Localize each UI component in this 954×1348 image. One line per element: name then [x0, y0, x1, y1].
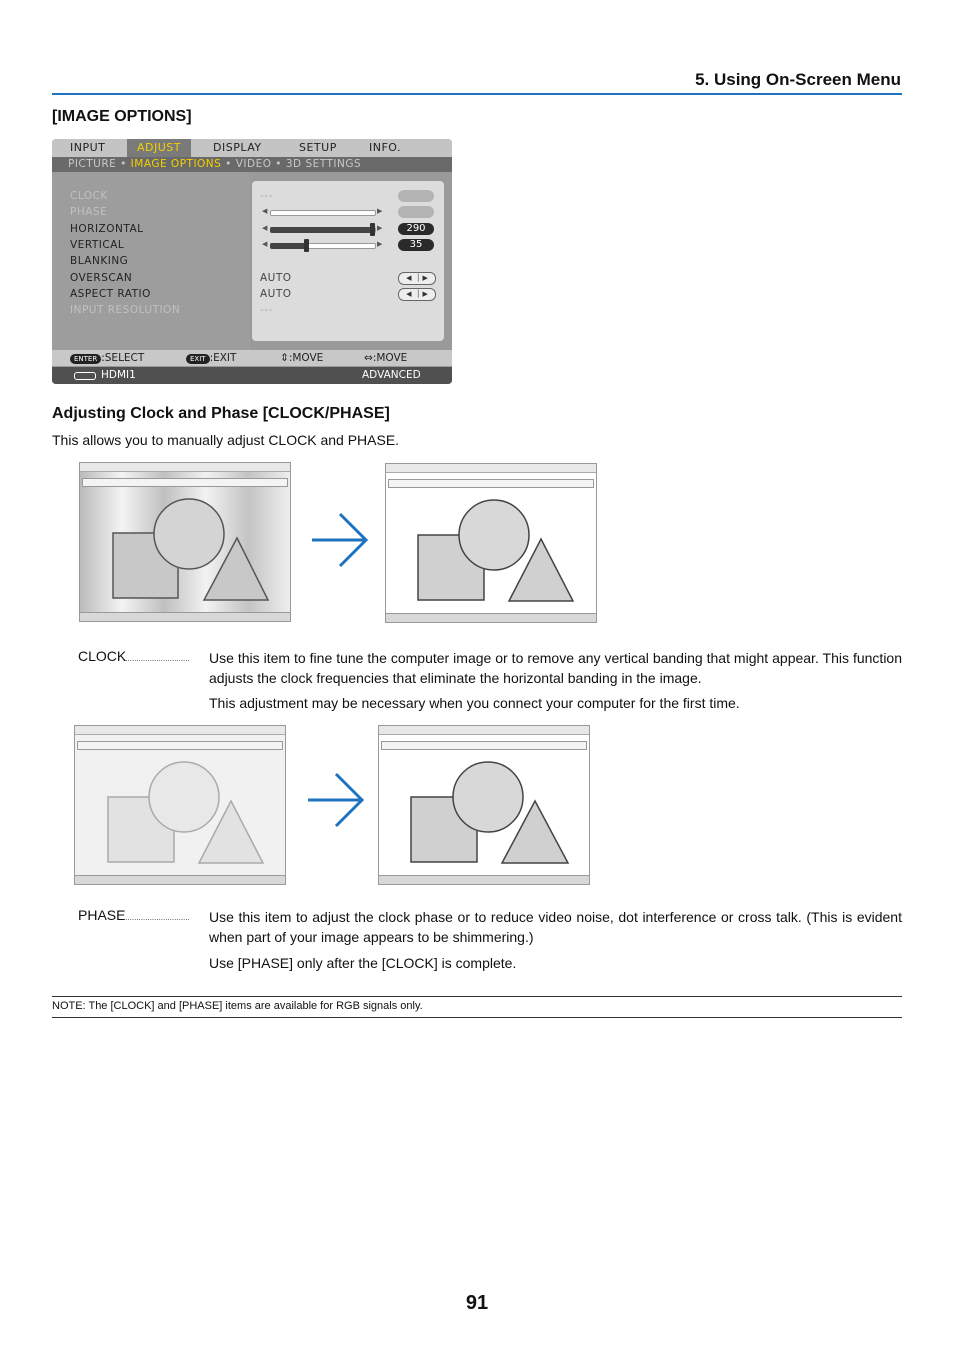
osd-overscan-value: AUTO — [260, 272, 292, 284]
osd-item-horizontal[interactable]: HORIZONTAL — [70, 223, 144, 235]
phase-before-illustration — [74, 725, 286, 885]
right-arrow-icon: ▶ — [377, 240, 383, 248]
section-title: [IMAGE OPTIONS] — [52, 108, 192, 125]
osd-tab-info[interactable]: INFO. — [369, 141, 402, 154]
osd-footer-select: :SELECT — [101, 352, 145, 364]
osd-tab-bar — [52, 139, 452, 157]
phase-note: Use [PHASE] only after the [CLOCK] is complete. — [209, 955, 517, 971]
osd-item-clock[interactable]: CLOCK — [70, 190, 108, 202]
enter-key-icon: ENTER — [70, 354, 101, 364]
osd-input-resolution-value: --- — [260, 304, 273, 316]
left-arrow-icon: ◀ — [262, 224, 268, 232]
osd-clock-pill — [398, 190, 434, 202]
up-down-arrow-icon: ⇕ — [280, 352, 289, 364]
osd-subtab-picture[interactable]: PICTURE — [68, 158, 117, 170]
shapes-illustration — [379, 726, 591, 886]
right-arrow-icon: ▶ — [377, 207, 383, 215]
arrow-right-icon — [304, 770, 366, 830]
osd-status-bar — [52, 367, 452, 384]
page-number: 91 — [465, 1292, 489, 1314]
leader-dots: .............................. — [123, 913, 190, 922]
osd-value-panel — [252, 181, 444, 341]
osd-phase-pill — [398, 206, 434, 218]
clock-note: This adjustment may be necessary when you connect your computer for the first time. — [209, 695, 740, 711]
osd-item-overscan[interactable]: OVERSCAN — [70, 272, 133, 284]
osd-item-blanking[interactable]: BLANKING — [70, 255, 129, 267]
osd-subtab-3d-settings[interactable]: 3D SETTINGS — [285, 158, 362, 170]
osd-horizontal-slider[interactable] — [262, 224, 384, 232]
osd-tab-display[interactable]: DISPLAY — [213, 141, 262, 154]
osd-source: HDMI1 — [101, 369, 136, 381]
clock-after-illustration — [385, 463, 597, 623]
osd-item-input-resolution: INPUT RESOLUTION — [70, 304, 181, 316]
phase-label: PHASE — [78, 907, 126, 923]
clock-before-illustration — [79, 462, 291, 622]
osd-menu — [52, 139, 452, 384]
osd-vertical-value: 35 — [398, 239, 434, 251]
slider-knob[interactable] — [304, 239, 309, 252]
osd-subtab-bar: PICTURE • IMAGE OPTIONS • VIDEO • 3D SETTINGS — [52, 157, 452, 172]
osd-tab-adjust[interactable]: ADJUST — [127, 139, 191, 157]
intro-text: This allows you to manually adjust CLOCK and PHASE. — [52, 432, 400, 448]
osd-footer-move-ud: :MOVE — [288, 352, 324, 364]
osd-footer-keys — [52, 350, 452, 366]
shapes-illustration — [75, 726, 287, 886]
shapes-illustration — [386, 464, 598, 624]
osd-tab-input[interactable]: INPUT — [70, 141, 106, 154]
arrow-right-icon — [308, 510, 370, 570]
phase-description: Use this item to adjust the clock phase or to reduce video noise, dot interference or cross talk. (This is evident when part of your image appears to be shimmering.) — [209, 909, 902, 945]
osd-overscan-arrows[interactable]: ◀ │ ▶ — [398, 272, 436, 285]
phase-after-illustration — [378, 725, 590, 885]
osd-footer-move-lr: :MOVE — [372, 352, 408, 364]
chapter-heading: 5. Using On-Screen Menu — [695, 70, 901, 89]
clock-description: Use this item to fine tune the computer image or to remove any vertical banding that might appear. This function adjusts the clock frequencies that eliminate the horizontal banding in the image. — [209, 650, 902, 686]
left-right-arrow-icon: ⇔ — [364, 352, 373, 364]
osd-footer-exit: :EXIT — [209, 352, 237, 364]
note-rule-bottom — [52, 1017, 902, 1018]
note-rule-top — [52, 996, 902, 997]
left-arrow-icon: ◀ — [262, 240, 268, 248]
osd-subtab-image-options[interactable]: IMAGE OPTIONS — [130, 158, 222, 170]
chapter-rule — [52, 93, 902, 95]
osd-phase-slider — [262, 207, 384, 215]
clock-label: CLOCK — [78, 648, 127, 664]
left-arrow-icon: ◀ — [262, 207, 268, 215]
exit-key-icon: EXIT — [186, 354, 210, 364]
osd-aspect-ratio-arrows[interactable]: ◀ │ ▶ — [398, 288, 436, 301]
subsection-title: Adjusting Clock and Phase [CLOCK/PHASE] — [52, 405, 390, 422]
osd-tab-setup[interactable]: SETUP — [299, 141, 337, 154]
osd-vertical-slider[interactable] — [262, 240, 384, 248]
osd-item-vertical[interactable]: VERTICAL — [70, 239, 125, 251]
osd-clock-value: --- — [260, 190, 273, 202]
right-arrow-icon: ▶ — [377, 224, 383, 232]
leader-dots: .............................. — [123, 654, 190, 663]
slider-knob[interactable] — [370, 223, 375, 236]
osd-horizontal-value: 290 — [398, 223, 434, 235]
osd-aspect-ratio-value: AUTO — [260, 288, 292, 300]
osd-item-aspect-ratio[interactable]: ASPECT RATIO — [70, 288, 151, 300]
osd-subtab-video[interactable]: VIDEO — [235, 158, 272, 170]
shapes-illustration — [80, 463, 292, 623]
osd-item-phase[interactable]: PHASE — [70, 206, 108, 218]
osd-mode: ADVANCED — [362, 369, 421, 381]
note-text: NOTE: The [CLOCK] and [PHASE] items are available for RGB signals only. — [52, 1000, 423, 1012]
hdmi-icon — [74, 372, 96, 380]
